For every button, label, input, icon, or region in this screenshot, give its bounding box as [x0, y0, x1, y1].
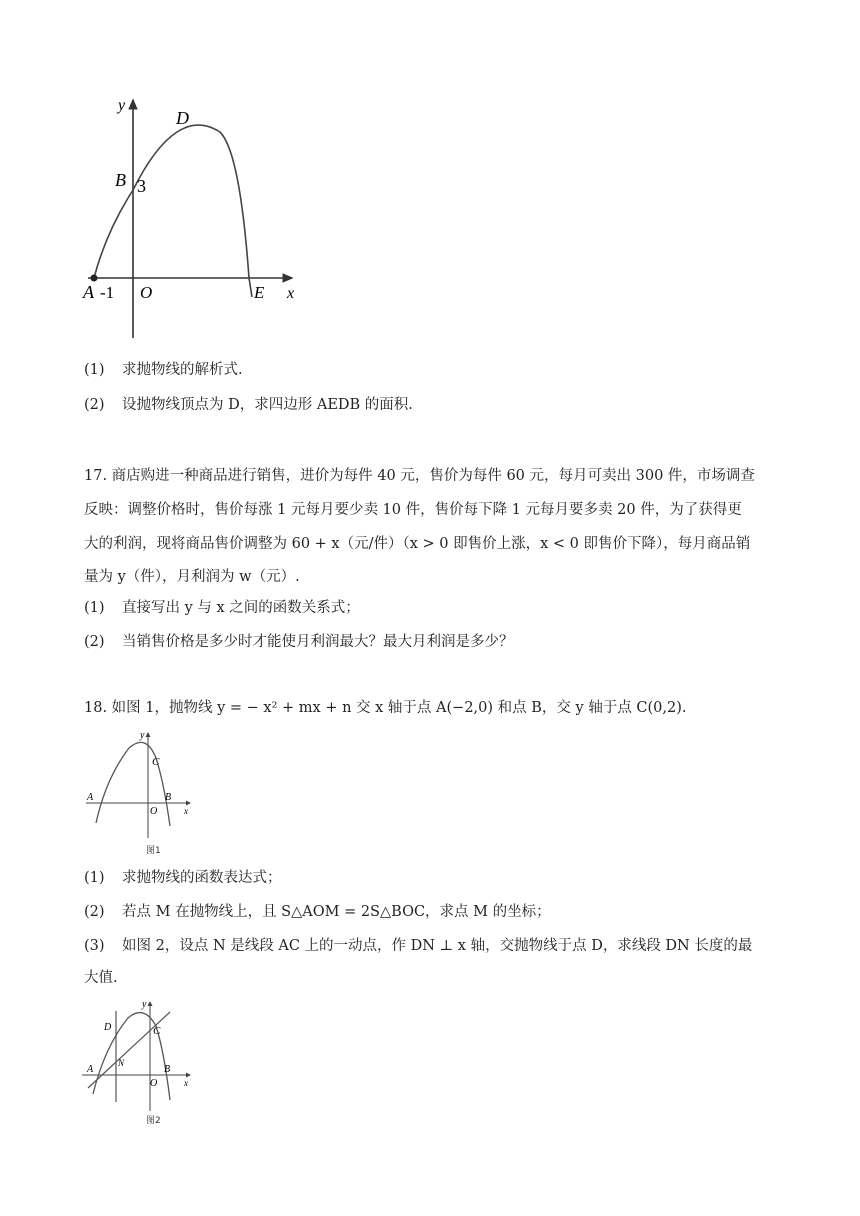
label-d: D	[176, 108, 189, 128]
fig1-label-b: B	[165, 792, 172, 803]
q18-part3-text-line1: 如图 2，设点 N 是线段 AC 上的一动点，作 DN ⊥ x 轴，交抛物线于点 D，求线段 DN 长度的最	[122, 938, 753, 954]
fig1-label-x: x	[184, 806, 188, 816]
fig2-label-b: B	[164, 1064, 171, 1075]
q18-part1-number: (1)	[84, 870, 105, 886]
q16-part1-text: 求抛物线的解析式.	[122, 362, 243, 378]
label-minus-one: -1	[100, 283, 115, 302]
fig2-label-o: O	[150, 1078, 158, 1089]
fig2-caption: 图2	[146, 1116, 161, 1126]
q17-part2	[84, 632, 800, 652]
fig2-label-y: y	[142, 999, 147, 1010]
q18-part3-number: (3)	[84, 938, 105, 954]
fig2-label-x: x	[184, 1078, 188, 1088]
fig2-label-c: C	[153, 1025, 161, 1037]
fig1-caption: 图1	[146, 846, 161, 856]
label-b: B	[115, 170, 126, 190]
label-three: 3	[137, 176, 146, 196]
fig2-label-n: N	[118, 1058, 125, 1068]
q18-part3	[84, 936, 800, 956]
q17-line1: 17. 商店购进一种商品进行销售，进价为每件 40 元，售价为每件 60 元，每月可卖出 300 件，市场调查	[84, 468, 755, 484]
q17-part1-number: (1)	[84, 600, 105, 616]
q16-part2-number: (2)	[84, 397, 105, 413]
q17-part2-text: 当销售价格是多少时才能使月利润最大？最大月利润是多少？	[122, 634, 514, 650]
label-a: A	[83, 282, 94, 302]
fig2-label-a: A	[87, 1064, 94, 1075]
q17-part1-text: 直接写出 y 与 x 之间的函数关系式；	[122, 600, 360, 616]
label-y: y	[118, 97, 126, 114]
q17-part1	[84, 598, 800, 618]
label-x: x	[287, 285, 295, 302]
fig1-label-y: y	[140, 730, 145, 741]
q18-part2-text: 若点 M 在抛物线上，且 S△AOM = 2S△BOC，求点 M 的坐标；	[122, 904, 551, 920]
fig2-line-ac	[88, 1012, 170, 1088]
fig1-label-o: O	[150, 806, 158, 817]
fig1-label-c: C	[152, 756, 160, 768]
fig2-label-d: D	[104, 1022, 112, 1033]
q16-part2	[84, 395, 800, 415]
q16-part1	[84, 360, 800, 380]
parabola-figure-top	[80, 92, 310, 347]
q18-part1-text: 求抛物线的函数表达式；	[122, 870, 282, 886]
point-a-dot	[91, 275, 98, 282]
q18-part2-number: (2)	[84, 904, 105, 920]
fig1-label-a: A	[87, 792, 94, 803]
fig1-parabola	[96, 742, 170, 826]
q16-part1-number: (1)	[84, 362, 105, 378]
q17-line2: 反映：调整价格时，售价每涨 1 元每月要少卖 10 件，售价每下降 1 元每月要多卖 20 件，为了获得更	[84, 502, 742, 518]
q17-line4: 量为 y（件），月利润为 w（元）.	[84, 569, 300, 585]
q18-part1	[84, 868, 800, 888]
q18-part2	[84, 902, 800, 922]
figure-2	[80, 996, 200, 1131]
q16-part2-text: 设抛物线顶点为 D，求四边形 AEDB 的面积.	[122, 397, 413, 413]
label-e: E	[254, 283, 265, 302]
q17-line3: 大的利润，现将商品售价调整为 60 + x（元/件）（x > 0 即售价上涨，x < 0 即售价下降），每月商品销	[84, 536, 751, 552]
parabola-curve	[94, 125, 252, 297]
label-o: O	[140, 283, 153, 302]
q18-part3-line2: 大值.	[84, 970, 118, 986]
figure-1	[84, 728, 199, 858]
q18-line1: 18. 如图 1，抛物线 y = − x² + mx + n 交 x 轴于点 A(−2,0) 和点 B，交 y 轴于点 C(0,2).	[84, 700, 687, 716]
q17-part2-number: (2)	[84, 634, 105, 650]
